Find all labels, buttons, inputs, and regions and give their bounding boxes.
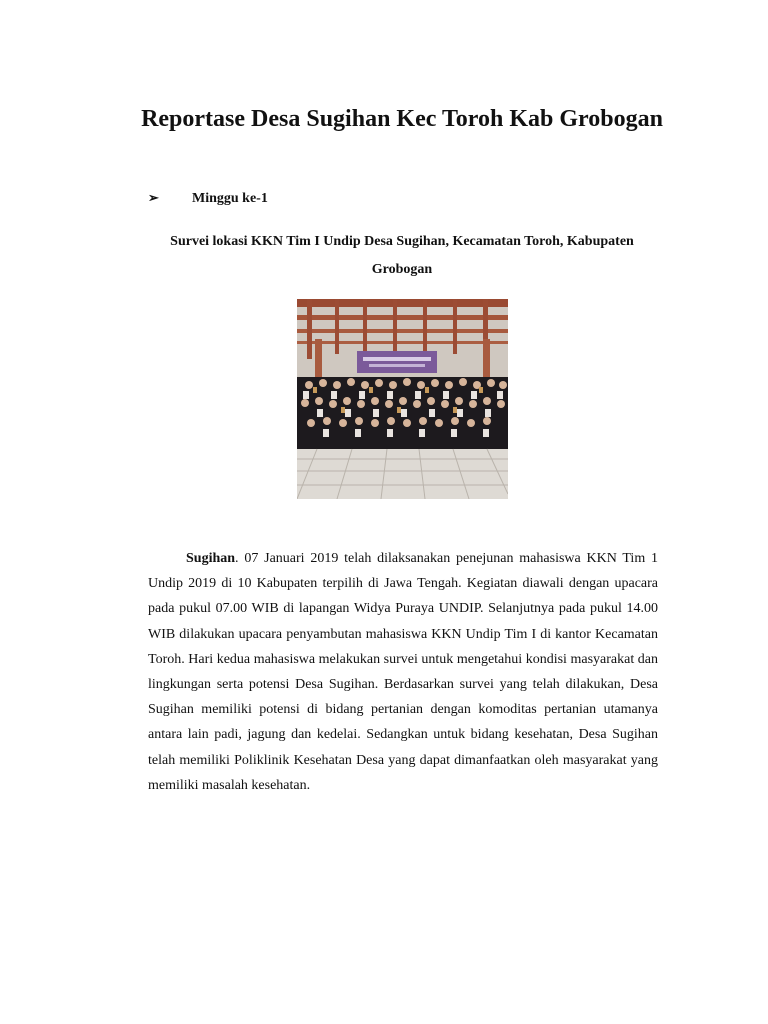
week-label: Minggu ke-1 bbox=[192, 191, 268, 206]
week-bullet bbox=[148, 190, 568, 212]
group-photo bbox=[297, 299, 508, 499]
section-subtitle: Survei lokasi KKN Tim I Undip Desa Sugihan, Kecamatan Toroh, Kabupaten Grobogan bbox=[170, 234, 634, 277]
paragraph-lead: Sugihan bbox=[186, 551, 236, 566]
arrow-bullet-icon: ➢ bbox=[148, 190, 159, 205]
report-paragraph bbox=[148, 546, 658, 798]
paragraph-text: . 07 Januari 2019 telah dilaksanakan penejunan mahasiswa KKN Tim 1 Undip 2019 di 10 Kabupaten terpilih di Jawa Tengah. Kegiatan diawali dengan upacara pada pukul 07.00 WIB di lapangan Widya Puraya UNDIP. Selanjutnya pada pukul 14.00 WIB dilakukan upacara penyambutan mahasiswa KKN Undip Tim I di kantor Kecamatan Toroh. Hari kedua mahasiswa melakukan survei untuk mengetahui kondisi masyarakat dan lingkungan serta potensi Desa Sugihan. Berdasarkan survei yang telah dilakukan, Desa Sugihan memiliki potensi di bidang pertanian dengan komoditas pertanian utamanya antara lain padi, jagung dan kedelai. Sedangkan untuk bidang kesehatan, Desa Sugihan telah memiliki Poliklinik Kesehatan Desa yang dapat dimanfaatkan oleh masyarakat yang memiliki masalah kesehatan. bbox=[148, 551, 658, 793]
page-title: Reportase Desa Sugihan Kec Toroh Kab Grobogan bbox=[141, 106, 663, 132]
